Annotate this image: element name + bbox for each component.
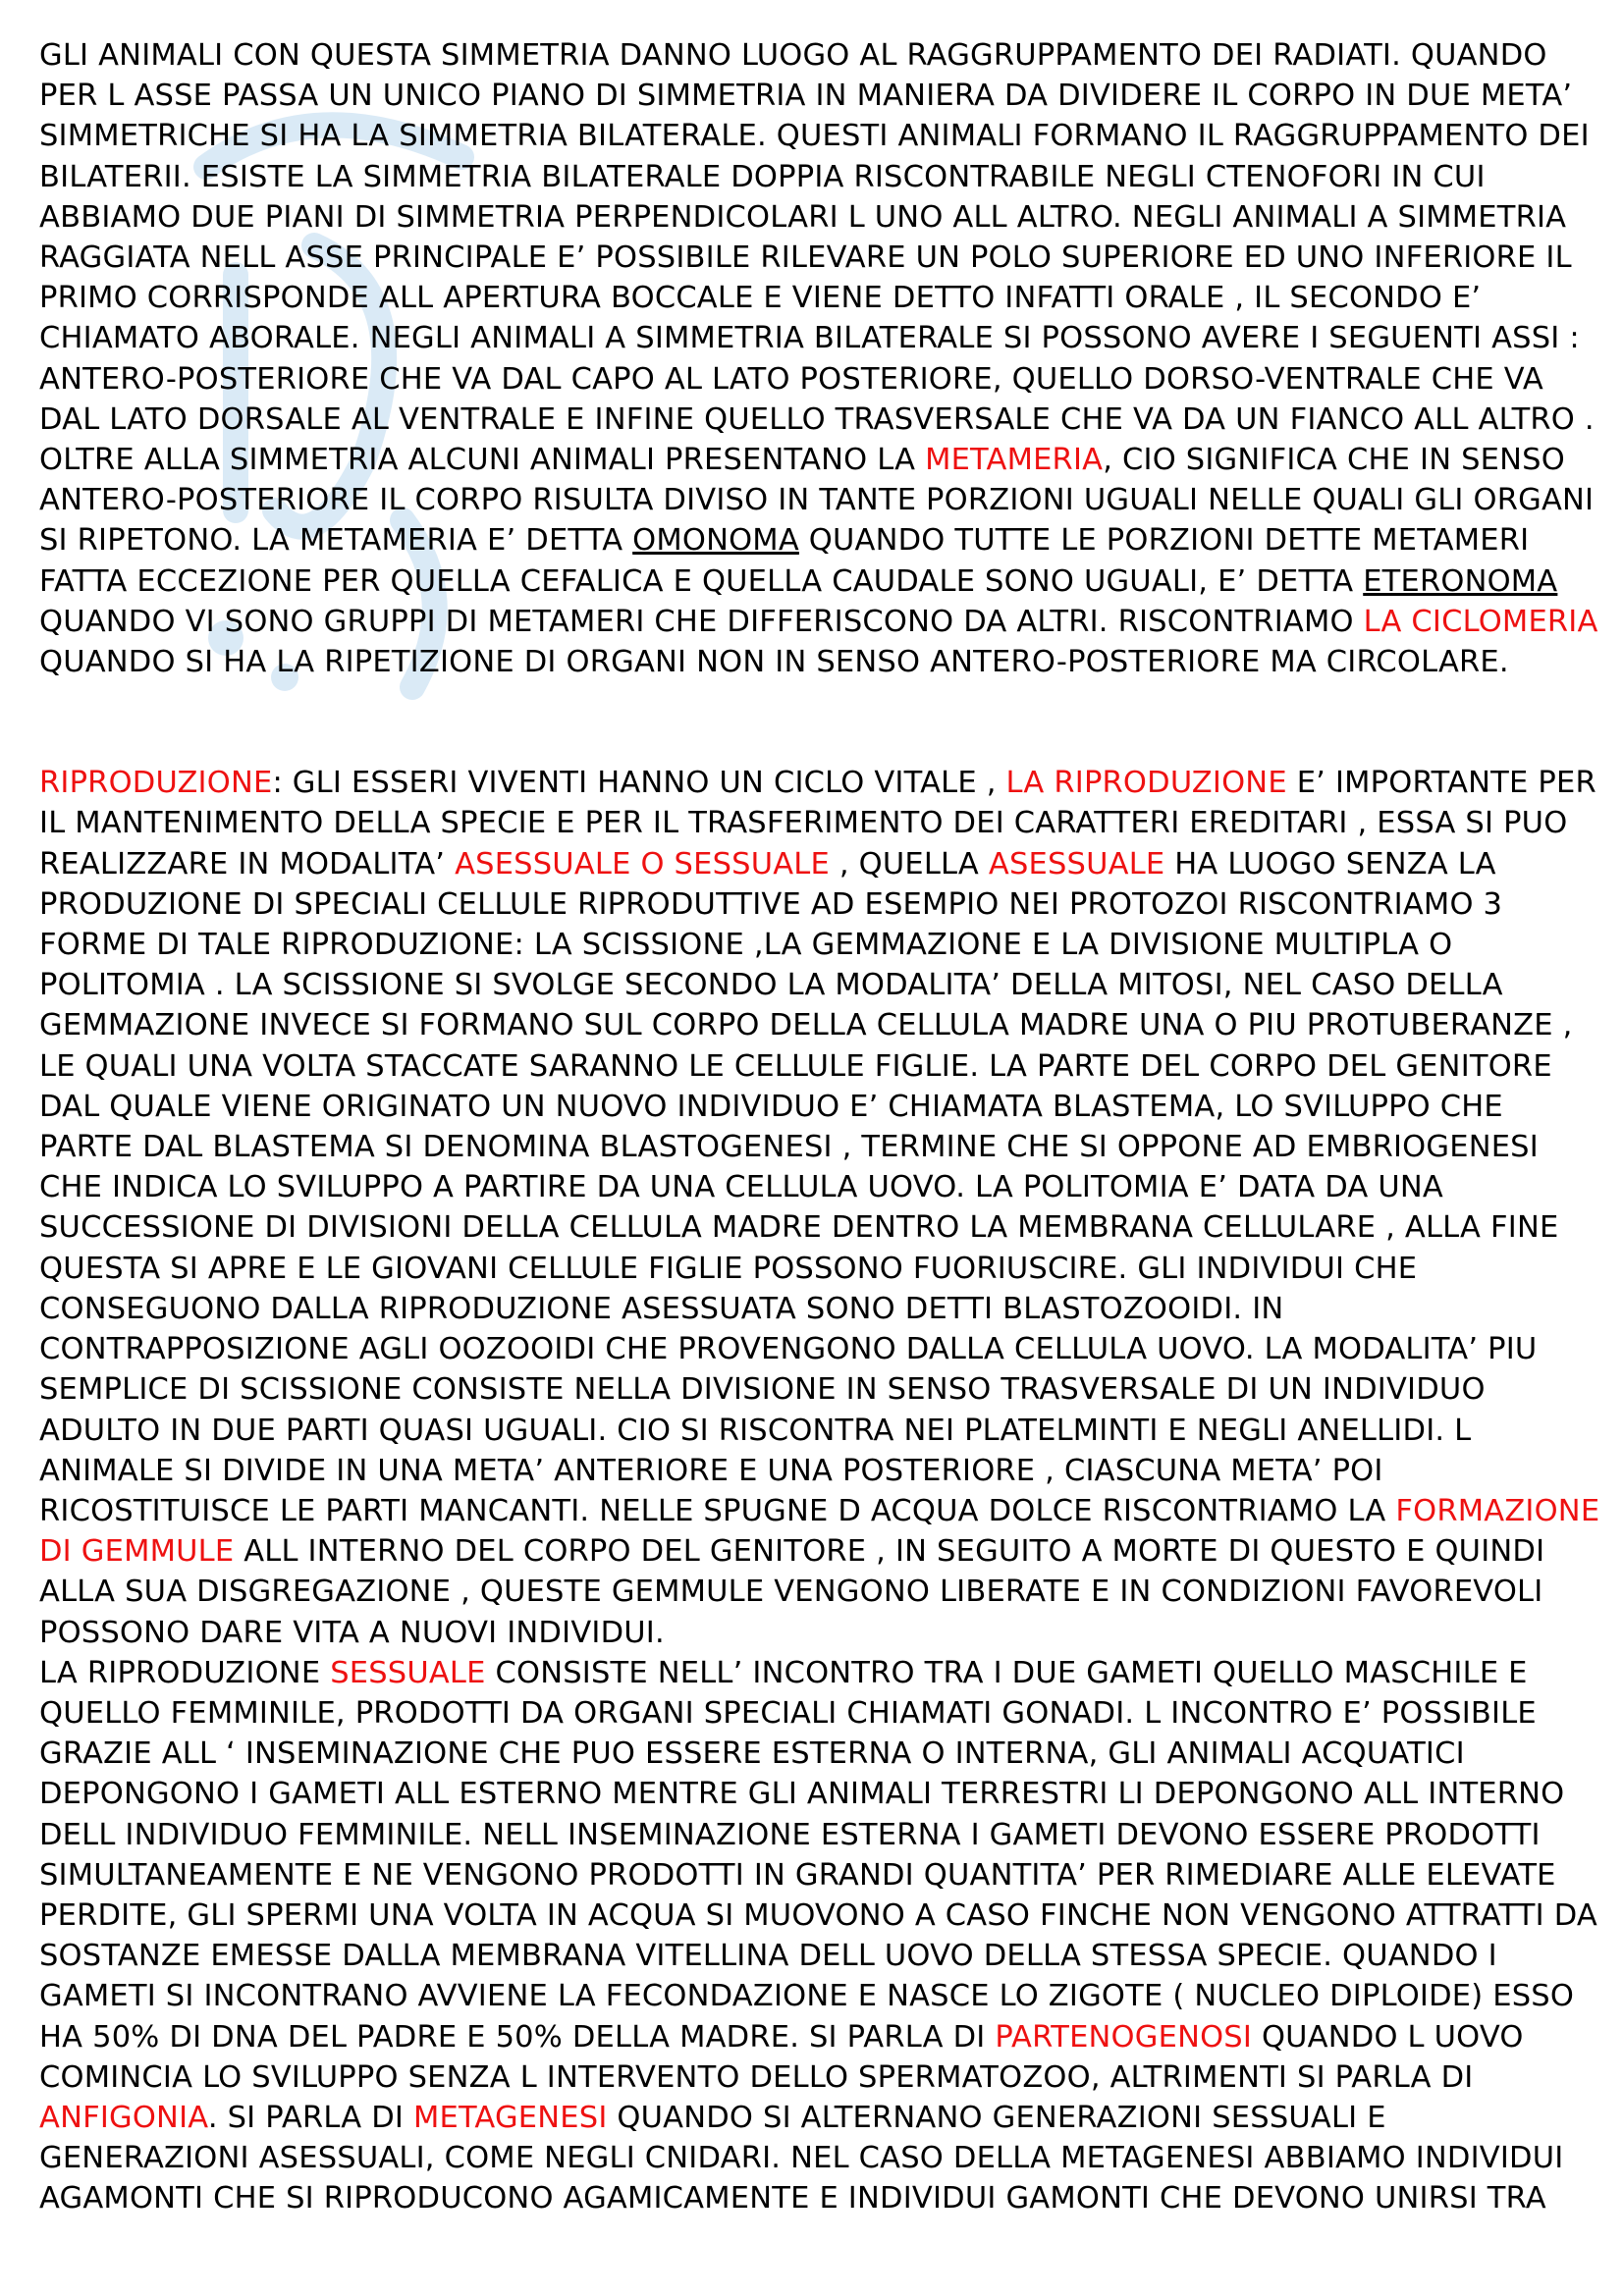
- text-segment: QUANDO L UOVO COMINCIA LO SVILUPPO SENZA L INTERVENTO DELLO SPERMATOZOO, ALTRIMENTI SI PARLA DI: [39, 2019, 1524, 2095]
- text-segment: QUANDO SI ALTERNANO GENERAZIONI SESSUALI E GENERAZIONI ASESSUALI, COME NEGLI CNIDARI. NEL CASO DELLA METAGENESI ABBIAMO INDIVIDUI AGAMONTI CHE SI RIPRODUCONO AGAMICAMENTE E INDIVIDUI GAMONTI CHE DEVONO UNIRSI TRA: [39, 2100, 1564, 2216]
- text-segment: ALL INTERNO DEL CORPO DEL GENITORE , IN SEGUITO A MORTE DI QUESTO E QUINDI ALLA SUA DISGREGAZIONE , QUESTE GEMMULE VENGONO LIBERATE E IN CONDIZIONI FAVOREVOLI POSSONO DARE VITA A NUOVI INDIVIDUI.: [39, 1534, 1545, 1650]
- text-segment: OLTRE ALLA SIMMETRIA ALCUNI ANIMALI PRESENTANO LA: [39, 443, 926, 478]
- text-segment: . SI PARLA DI: [207, 2100, 413, 2135]
- text-segment: HA LUOGO SENZA LA PRODUZIONE DI SPECIALI CELLULE RIPRODUTTIVE AD ESEMPIO NEI PROTOZOI RISCONTRIAMO 3 FORME DI TALE RIPRODUZIONE: LA SCISSIONE ,LA GEMMAZIONE E LA DIVISIONE MULTIPLA O POLITOMIA . LA SCISSIONE SI SVOLGE SECONDO LA MODALITA’ DELLA MITOSI, NEL CASO DELLA GEMMAZIONE INVECE SI FORMANO SUL CORPO DELLA CELLULA MADRE UNA O PIU PROTUBERANZE , LE QUALI UNA VOLTA STACCATE SARANNO LE CELLULE FIGLIE. LA PARTE DEL CORPO DEL GENITORE DAL QUALE VIENE ORIGINATO UN NUOVO INDIVIDUO E’ CHIAMATA BLASTEMA, LO SVILUPPO CHE PARTE DAL BLASTEMA SI DENOMINA BLASTOGENESI , TERMINE CHE SI OPPONE AD EMBRIOGENESI CHE INDICA LO SVILUPPO A PARTIRE DA UNA CELLULA UOVO. LA POLITOMIA E’ DATA DA UNA SUCCESSIONE DI DIVISIONI DELLA CELLULA MADRE DENTRO LA MEMBRANA CELLULARE , ALLA FINE QUESTA SI APRE E LE GIOVANI CELLULE FIGLIE POSSONO FUORIUSCIRE. GLI INDIVIDUI CHE CONSEGUONO DALLA RIPRODUZIONE ASESSUATA SONO DETTI BLASTOZOOIDI. IN CONTRAPPOSIZIONE AGLI OOZOOIDI CHE PROVENGONO DALLA CELLULA UOVO. LA MODALITA’ PIU SEMPLICE DI SCISSIONE CONSISTE NELLA DIVISIONE IN SENSO TRASVERSALE DI UN INDIVIDUO ADULTO IN DUE PARTI QUASI UGUALI. CIO SI RISCONTRA NEI PLATELMINTI E NEGLI ANELLIDI. L ANIMALE SI DIVIDE IN UNA META’ ANTERIORE E UNA POSTERIORE , CIASCUNA META’ POI RICOSTITUISCE LE PARTI MANCANTI. NELLE SPUGNE D ACQUA DOLCE RISCONTRIAMO LA: [39, 846, 1573, 1528]
- text-segment: GLI ANIMALI CON QUESTA SIMMETRIA DANNO LUOGO AL RAGGRUPPAMENTO DEI RADIATI. QUANDO PER L ASSE PASSA UN UNICO PIANO DI SIMMETRIA IN MANIERA DA DIVIDERE IL CORPO IN DUE META’ SIMMETRICHE SI HA LA SIMMETRIA BILATERALE. QUESTI ANIMALI FORMANO IL RAGGRUPPAMENTO DEI BILATERII. ESISTE LA SIMMETRIA BILATERALE DOPPIA RISCONTRABILE NEGLI CTENOFORI IN CUI ABBIAMO DUE PIANI DI SIMMETRIA PERPENDICOLARI L UNO ALL ALTRO. NEGLI ANIMALI A SIMMETRIA RAGGIATA NELL ASSE PRINCIPALE E’ POSSIBILE RILEVARE UN POLO SUPERIORE ED UNO INFERIORE IL PRIMO CORRISPONDE ALL APERTURA BOCCALE E VIENE DETTO INFATTI ORALE , IL SECONDO E’ CHIAMATO ABORALE. NEGLI ANIMALI A SIMMETRIA BILATERALE SI POSSONO AVERE I SEGUENTI ASSI : ANTERO-POSTERIORE CHE VA DAL CAPO AL LATO POSTERIORE, QUELLO DORSO-VENTRALE CHE VA DAL LATO DORSALE AL VENTRALE E INFINE QUELLO TRASVERSALE CHE VA DA UN FIANCO ALL ALTRO .: [39, 38, 1595, 437]
- text-segment: CONSISTE NELL’ INCONTRO TRA I DUE GAMETI QUELLO MASCHILE E QUELLO FEMMINILE, PRODOTTI DA ORGANI SPECIALI CHIAMATI GONADI. L INCONTRO E’ POSSIBILE GRAZIE ALL ‘ INSEMINAZIONE CHE PUO ESSERE ESTERNA O INTERNA, GLI ANIMALI ACQUATICI DEPONGONO I GAMETI ALL ESTERNO MENTRE GLI ANIMALI TERRESTRI LI DEPONGONO ALL INTERNO DELL INDIVIDUO FEMMINILE. NELL INSEMINAZIONE ESTERNA I GAMETI DEVONO ESSERE PRODOTTI SIMULTANEAMENTE E NE VENGONO PRODOTTI IN GRANDI QUANTITA’ PER RIMEDIARE ALLE ELEVATE PERDITE, GLI SPERMI UNA VOLTA IN ACQUA SI MUOVONO A CASO FINCHE NON VENGONO ATTRATTI DA SOSTANZE EMESSE DALLA MEMBRANA VITELLINA DELL UOVO DELLA STESSA SPECIE. QUANDO I GAMETI SI INCONTRANO AVVIENE LA FECONDAZIONE E NASCE LO ZIGOTE ( NUCLEO DIPLOIDE) ESSO HA 50% DI DNA DEL PADRE E 50% DELLA MADRE. SI PARLA DI: [39, 1655, 1597, 2055]
- highlighted-term: ANFIGONIA: [39, 2100, 208, 2135]
- text-segment: E’ IMPORTANTE PER IL MANTENIMENTO DELLA SPECIE E PER IL TRASFERIMENTO DEI CARATTERI EREDITARI , ESSA SI PUO REALIZZARE IN MODALITA’: [39, 766, 1596, 881]
- paragraph-p1: [39, 35, 1600, 440]
- highlighted-term: LA RIPRODUZIONE: [1005, 766, 1287, 801]
- highlighted-term: ASESSUALE: [988, 846, 1165, 881]
- text-segment: QUANDO TUTTE LE PORZIONI DETTE METAMERI FATTA ECCEZIONE PER QUELLA CEFALICA E QUELLA CAUDALE SONO UGUALI, E’ DETTA: [39, 523, 1530, 599]
- highlighted-term: PARTENOGENOSI: [995, 2019, 1253, 2055]
- text-segment: , CIO SIGNIFICA CHE IN SENSO ANTERO-POSTERIORE IL CORPO RISULTA DIVISO IN TANTE PORZIONI UGUALI NELLE QUALI GLI ORGANI SI RIPETONO. LA METAMERIA E’ DETTA: [39, 443, 1595, 559]
- text-segment: QUANDO VI SONO GRUPPI DI METAMERI CHE DIFFERISCONO DA ALTRI. RISCONTRIAMO: [39, 604, 1364, 639]
- highlighted-term: ASESSUALE O SESSUALE: [455, 846, 830, 881]
- highlighted-term: METAMERIA: [925, 443, 1104, 478]
- highlighted-term: FORMAZIONE DI GEMMULE: [39, 1493, 1600, 1570]
- paragraph-p4: [39, 1653, 1600, 2219]
- highlighted-term: METAGENESI: [412, 2100, 608, 2135]
- text-segment: LA RIPRODUZIONE: [39, 1655, 331, 1690]
- highlighted-term: RIPRODUZIONE: [39, 766, 273, 801]
- paragraph-p3: [39, 763, 1600, 1652]
- text-segment: : GLI ESSERI VIVENTI HANNO UN CICLO VITALE ,: [272, 766, 1006, 801]
- underlined-term: OMONOMA: [632, 523, 799, 559]
- text-segment: , QUELLA: [829, 846, 989, 881]
- highlighted-term: LA CICLOMERIA: [1363, 604, 1598, 639]
- paragraph-p2: [39, 440, 1600, 682]
- underlined-term: ETERONOMA: [1363, 563, 1558, 599]
- paragraph-gap: [39, 682, 1600, 763]
- document-page: [39, 35, 1600, 2219]
- highlighted-term: SESSUALE: [330, 1655, 486, 1690]
- text-segment: QUANDO SI HA LA RIPETIZIONE DI ORGANI NON IN SENSO ANTERO-POSTERIORE MA CIRCOLARE.: [39, 645, 1509, 680]
